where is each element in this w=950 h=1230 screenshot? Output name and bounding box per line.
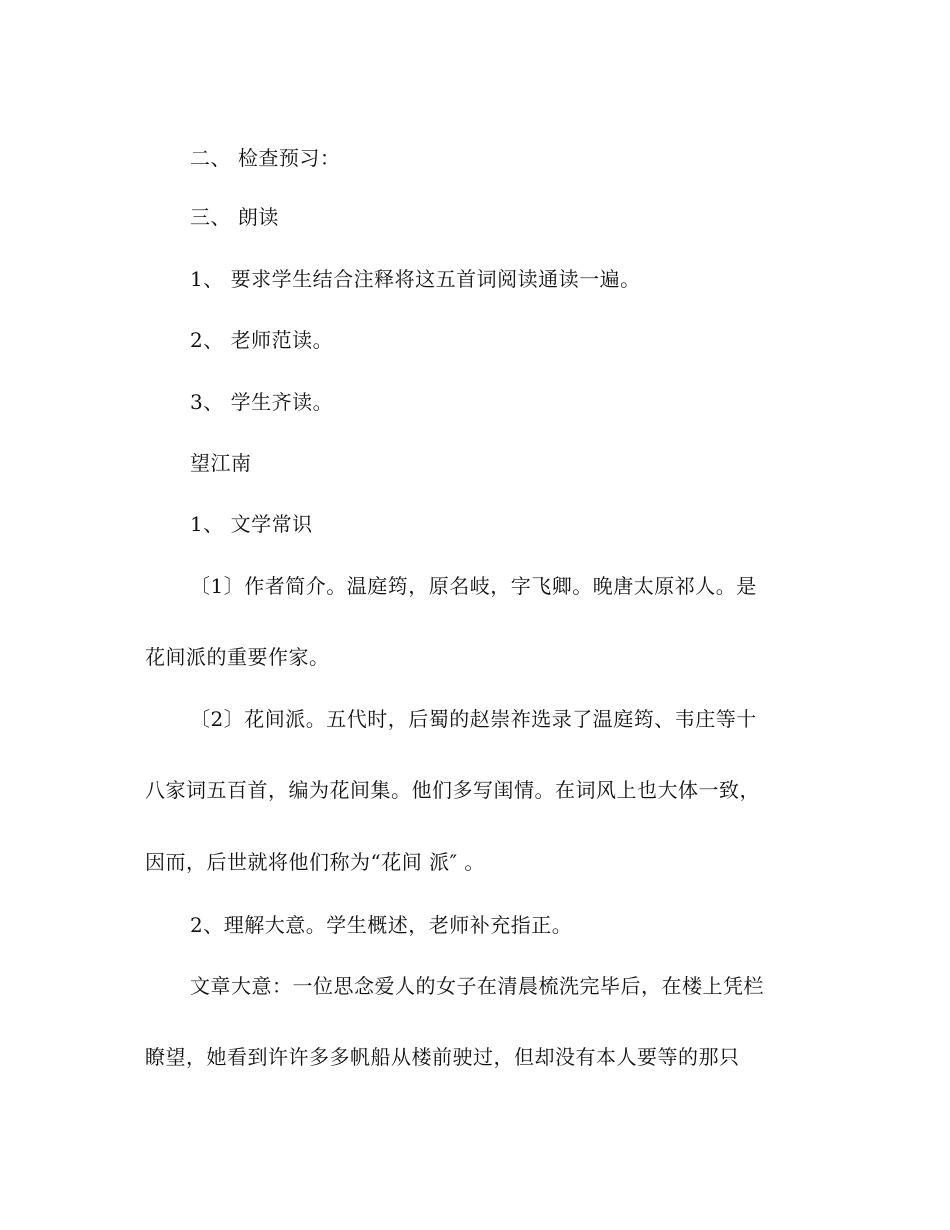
subheading-literary-knowledge: 1、 文学常识 (190, 512, 313, 536)
list-item-reading-1: 1、 要求学生结合注释将这五首词阅读通读一遍。 (190, 267, 641, 291)
paragraph-author-intro-line-2: 花间派的重要作家。 (145, 645, 330, 669)
list-item-reading-2: 2、 老师范读。 (190, 328, 334, 352)
paragraph-huajian-line-1: 〔2〕花间派。五代时，后蜀的赵崇祚选录了温庭筠、韦庄等十 (190, 707, 757, 731)
heading-check-preview: 二、 检查预习： (190, 146, 341, 170)
section-title-wangjiangnan: 望江南 (190, 451, 252, 475)
paragraph-author-intro-line-1: 〔1〕作者简介。温庭筠，原名岐，字飞卿。晚唐太原祁人。是 (190, 574, 757, 598)
list-item-reading-3: 3、 学生齐读。 (190, 390, 334, 414)
paragraph-huajian-line-2: 八家词五百首，编为花间集。他们多写闺情。在词风上也大体一致， (145, 778, 760, 802)
heading-reading: 三、 朗读 (190, 205, 279, 229)
subheading-understanding: 2、理解大意。学生概述，老师补充指正。 (190, 913, 573, 937)
paragraph-huajian-line-3: 因而，后世就将他们称为“花间 派″ 。 (145, 850, 485, 874)
paragraph-main-idea-line-1: 文章大意：一位思念爱人的女子在清晨梳洗完毕后，在楼上凭栏 (190, 974, 764, 998)
paragraph-main-idea-line-2: 瞭望，她看到许许多多帆船从楼前驶过，但却没有本人要等的那只 (145, 1045, 740, 1069)
